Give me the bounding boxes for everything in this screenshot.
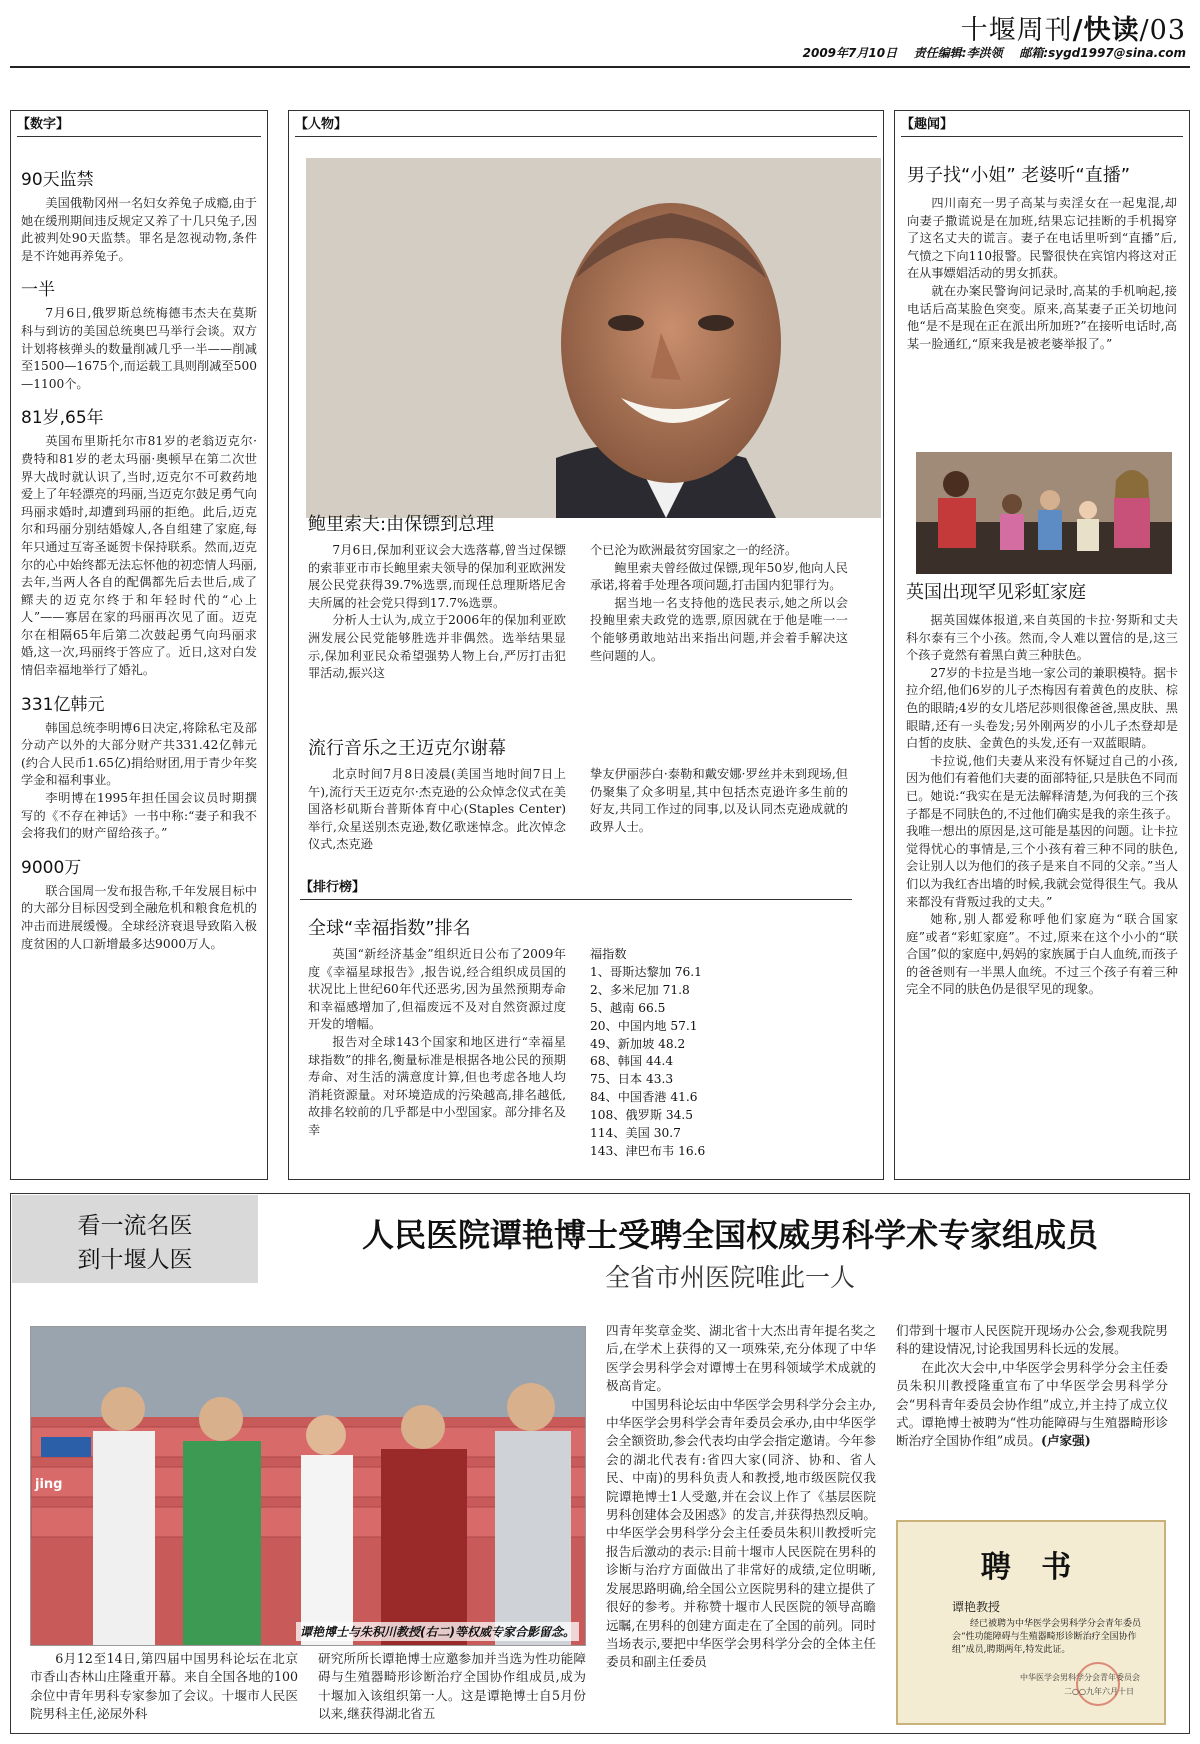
item-title: 90天监禁 bbox=[21, 170, 94, 190]
paragraph: 她称,别人都爱称呼他们家庭为“联合国家庭”或者“彩虹家庭”。不过,原来在这个小小的“联合国”似的家庭中,妈妈的家族属于白人血统,而孩子的爸爸则有一半黑人血统。不过三个孩子有着三种完全不同的肤色仍是很罕见的现象。 bbox=[906, 912, 1178, 997]
story-title: 英国出现罕见彩虹家庭 bbox=[906, 582, 1086, 603]
editor: 责任编辑:李洪领 bbox=[913, 46, 1003, 60]
ad-col3 bbox=[606, 1322, 876, 1672]
ad-headline: 人民医院谭艳博士受聘全国权威男科学术专家组成员 bbox=[361, 1216, 1098, 1254]
ad-col2 bbox=[318, 1650, 586, 1724]
item-body-2: 李明博在1995年担任国会议员时期撰写的《不存在神话》一书中称:“妻子和我不会将我们的财产留给孩子。” bbox=[21, 791, 257, 841]
dateline bbox=[803, 44, 1186, 61]
slogan-block bbox=[12, 1195, 258, 1283]
cert-org: 中华医学会男科学分会青年委员会 bbox=[1020, 1673, 1140, 1682]
paragraph: 个已沦为欧洲最贫穷国家之一的经济。 bbox=[590, 543, 798, 557]
rank-item: 1、哥斯达黎加 76.1 bbox=[590, 964, 702, 979]
ad-col4 bbox=[896, 1322, 1168, 1451]
item-body: 韩国总统李明博6日决定,将除私宅及部分动产以外的大部分财产共331.42亿韩元(约合人民币1.65亿)捐给财团,用于青少年奖学金和福利事业。 bbox=[21, 720, 257, 788]
slogan-line1: 看一流名医 bbox=[77, 1213, 193, 1239]
ad-subhead: 全省市州医院唯此一人 bbox=[604, 1263, 855, 1292]
item-title: 一半 bbox=[21, 280, 55, 301]
family-illustration bbox=[916, 452, 1172, 574]
date: 2009年7月10日 bbox=[802, 46, 898, 60]
paragraph: 挚友伊丽莎白·泰勒和戴安娜·罗丝并未到现场,但仍聚集了众多明星,其中包括杰克逊许多生前的好友,共同工作过的同事,以及认同杰克逊成就的政界人士。 bbox=[590, 767, 848, 834]
story2-col1 bbox=[308, 766, 566, 854]
seal-icon bbox=[1076, 1662, 1120, 1706]
item-title: 9000万 bbox=[21, 857, 82, 878]
paragraph: 英国“新经济基金”组织近日公布了2009年度《幸福星球报告》,报告说,经合组织成员国的状况比上世纪60年代还恶劣,因为虽然预期寿命和幸福感增加了,但福废远不及对自然资源过度开发的增幅。 bbox=[308, 947, 566, 1032]
section-name: 快读 bbox=[1083, 15, 1140, 46]
photo-label: jing bbox=[35, 1477, 63, 1492]
story-title: 男子找“小姐” 老婆听“直播” bbox=[907, 165, 1131, 186]
paragraph: 6月12至14日,第四届中国男科论坛在北京市香山杏林山庄隆重开幕。来自全国各地的100余位中青年男科专家参加了会议。十堰市人民医院男科主任,泌尿外科 bbox=[30, 1651, 298, 1722]
paragraph: 四川南充一男子高某与卖淫女在一起鬼混,却向妻子撒谎说是在加班,结果忘记挂断的手机揭穿了这名丈夫的谎言。妻子在电话里听到“直播”后,气愤之下向110报警。民警很快在宾馆内将这对正在从事嫖娼活动的男女抓获。 bbox=[907, 196, 1177, 281]
story3-col1 bbox=[308, 946, 566, 1140]
ad-col1 bbox=[30, 1650, 298, 1724]
section-tag-numbers: 【数字】 bbox=[17, 111, 261, 137]
cert-text: 经已被聘为中华医学会男科学分会青年委员会“性功能障碍与生殖器畸形诊断治疗全国协作组”成员,聘期两年,特发此证。 bbox=[952, 1619, 1142, 1655]
cert-date: 二○○九年六月十日 bbox=[1064, 1687, 1134, 1696]
group-illustration bbox=[31, 1327, 586, 1646]
portrait-illustration bbox=[306, 158, 881, 518]
paragraph: 报告对全球143个国家和地区进行“幸福星球指数”的排名,衡量标准是根据各地公民的预期寿命、对生活的满意度计算,但也考虑各地人均消耗资源量。对环境造成的污染越高,排名越低,故排名较前的几乎都是中小型国家。部分排名及幸 bbox=[308, 1034, 566, 1137]
cert-title: 聘 书 bbox=[980, 1550, 1082, 1585]
rank-item: 108、俄罗斯 34.5 bbox=[590, 1108, 694, 1123]
item-title: 331亿韩元 bbox=[21, 694, 105, 715]
rank-item: 20、中国内地 57.1 bbox=[590, 1018, 698, 1033]
paragraph: 据英国媒体报道,来自英国的卡拉·努斯和丈夫科尔泰有三个小孩。然而,令人难以置信的是,这三个孩子竟然有着黑白黄三种肤色。 bbox=[906, 613, 1178, 663]
byline: (卢家强) bbox=[1040, 1433, 1091, 1449]
story1-col2 bbox=[590, 542, 848, 665]
story1-col1 bbox=[308, 542, 566, 683]
item-body: 美国俄勒冈州一名妇女养兔子成瘾,由于她在缓刑期间违反规定又养了十几只兔子,因此被判处90天监禁。罪名是忽视动物,条件是不许她再养兔子。 bbox=[21, 196, 257, 263]
section-tag-ranking: 【排行榜】 bbox=[300, 876, 852, 900]
paragraph: 据当地一名支持他的选民表示,她之所以会投鲍里索夫政党的选票,原因就在于他是唯一一个能够勇敢地站出来指出问题,并会着手解决这些问题的人。 bbox=[590, 595, 848, 663]
paragraph: 中国男科论坛由中华医学会男科学分会主办,中华医学会男科学会青年委员会承办,由中华医学会全额资助,参会代表均由学会指定邀请。今年参会的湖北代表有:省四大家(同济、协和、省人民、中南)的男科负责人和教授,地市级医院仅我院谭艳博士1人受邀,并在会议上作了《基层医院男科创建体会及困惑》的发言,并获得热烈反响。中华医学会男科学分会主任委员朱积川教授听完报告后激动的表示:目前十堰市人民医院在男科的诊断与治疗方面做出了非常好的成绩,定位明晰,发展思路明确,给全国公立医院男科的建立提供了很好的参考。并称赞十堰市人民医院的领导高瞻远瞩,在男科的创建方面走在了全国的前列。同时当场表示,要把中华医学会男科学分会的全体主任委员和副主任委员 bbox=[606, 1396, 876, 1670]
paragraph: 们带到十堰市人民医院开现场办公会,参观我院男科的建设情况,讨论我国男科长远的发展。 bbox=[896, 1323, 1168, 1357]
story2-title: 流行音乐之王迈克尔谢幕 bbox=[308, 738, 506, 759]
rank-item: 75、日本 43.3 bbox=[590, 1072, 674, 1087]
paragraph: 研究所所长谭艳博士应邀参加并当选为性功能障碍与生殖器畸形诊断治疗全国协作组成员,成为十堰加入该组织第一人。这是谭艳博士自5月份以来,继获得湖北省五 bbox=[318, 1651, 586, 1722]
rank-item: 114、美国 30.7 bbox=[590, 1126, 681, 1141]
top-rule bbox=[10, 66, 1190, 68]
story1-title: 鲍里索夫:由保镖到总理 bbox=[308, 514, 495, 535]
item-body: 联合国周一发布报告称,千年发展目标中的大部分目标因受到全融危机和粮食危机的冲击而进展缓慢。全球经济衰退导致陷入极度贫困的人口新增最多达9000万人。 bbox=[21, 883, 257, 951]
section-tag-trivia: 【趣闻】 bbox=[901, 111, 1183, 137]
ranking-list bbox=[590, 946, 848, 1161]
family-photo bbox=[916, 452, 1172, 574]
rank-item: 84、中国香港 41.6 bbox=[590, 1090, 698, 1105]
story2-col2 bbox=[590, 766, 848, 836]
group-photo bbox=[30, 1326, 586, 1646]
paragraph-text: 在此次大会中,中华医学会男科学分会主任委员朱积川教授隆重宣布了中华医学会男科学分会“男科青年委员会协作组”成立,并主持了成立仪式。谭艳博士被聘为“性功能障碍与生殖器畸形诊断治疗全国协作组”成员。 bbox=[896, 1359, 1168, 1449]
item-body: 7月6日,俄罗斯总统梅德韦杰夫在莫斯科与到访的美国总统奥巴马举行会谈。双方计划将核弹头的数量削减几乎一半——削减至1500—1675个,而运载工具则削减至500—1100个。 bbox=[21, 306, 257, 391]
rank-item: 2、多米尼加 71.8 bbox=[590, 982, 690, 997]
story3-title: 全球“幸福指数”排名 bbox=[308, 918, 471, 939]
paragraph bbox=[896, 1359, 1168, 1451]
certificate-image bbox=[896, 1520, 1166, 1725]
rank-item: 49、新加坡 48.2 bbox=[590, 1036, 686, 1051]
paragraph: 卡拉说,他们夫妻从来没有怀疑过自己的小孩,因为他们有着他们夫妻的面部特征,只是肤色不同而已。她说:“我实在是无法解释清楚,为何我的三个孩子都是不同肤色的,不过他们确实是我的亲生孩子。我唯一想出的原因是,这可能是基因的问题。让卡拉觉得忧心的事情是,三个小孩有着三种不同的肤色,会让别人以为他们的孩子是来自不同的父亲。”当人们以为我红杏出墙的时候,我就会觉得很生气。我从来都没有背叛过我的丈夫。” bbox=[906, 753, 1178, 909]
page-number: /03 bbox=[1139, 15, 1186, 46]
email: 邮箱:sygd1997@sina.com bbox=[1019, 46, 1186, 60]
masthead: 十堰周刊/快读/03 bbox=[960, 15, 1186, 46]
rank-head: 福指数 bbox=[590, 947, 627, 961]
photo-caption: 谭艳博士与朱积川教授(右二)等权威专家合影留念。 bbox=[296, 1622, 579, 1641]
rank-item: 5、越南 66.5 bbox=[590, 1000, 666, 1015]
rank-item: 68、韩国 44.4 bbox=[590, 1054, 674, 1069]
paragraph: 分析人士认为,成立于2006年的保加利亚欧洲发展公民党能够胜选并非偶然。选举结果显示,保加利亚民众希望强势人物上台,严厉打击犯罪活动,振兴这 bbox=[308, 613, 566, 681]
item-title: 81岁,65年 bbox=[21, 408, 104, 429]
paragraph: 北京时间7月8日凌晨(美国当地时间7日上午),流行天王迈克尔·杰克逊的公众悼念仪式在美国洛杉矶斯台普斯体育中心(Staples Center)举行,众星送别杰克逊,数亿歌迷悼念。此次悼念仪式,杰克逊 bbox=[308, 767, 566, 852]
paragraph: 27岁的卡拉是当地一家公司的兼职模特。据卡拉介绍,他们6岁的儿子杰梅因有着黄色的皮肤、棕色的眼睛;4岁的女儿塔尼莎则很像爸爸,黑皮肤、黑眼睛,还有一头卷发;另外刚两岁的小儿子杰登却是白皙的皮肤、金黄色的头发,还有一双蓝眼睛。 bbox=[906, 665, 1178, 751]
slogan-line2: 到十堰人医 bbox=[77, 1247, 193, 1273]
right-story2 bbox=[906, 578, 1178, 999]
paragraph: 就在办案民警询问记录时,高某的手机响起,接电话后高某脸色突变。原来,高某妻子正关切地问他“是不是现在正在派出所加班?”在接听电话时,高某一脸通红,“原来我是被老婆举报了。” bbox=[907, 283, 1177, 351]
portrait-photo bbox=[306, 158, 881, 518]
paragraph: 四青年奖章金奖、湖北省十大杰出青年提名奖之后,在学术上获得的又一项殊荣,充分体现了中华医学会男科学会对谭博士在男科领域学术成就的极高肯定。 bbox=[606, 1323, 876, 1394]
paper-name: 十堰周刊 bbox=[960, 15, 1073, 46]
item-body: 英国布里斯托尔市81岁的老翁迈克尔·费特和81岁的老太玛丽·奥顿早在第二次世界大战时就认识了,当时,迈克尔不可救药地爱上了年轻漂亮的玛丽,当迈克尔鼓足勇气向玛丽求婚时,却遭到玛丽的拒绝。此后,迈克尔和玛丽分别结婚嫁人,各自组建了家庭,每年只通过互寄圣诞贺卡保持联系。然而,迈克尔的心中始终都无法忘怀他的初恋情人玛丽,去年,当两人各自的配偶都先后去世后,成了鳏夫的迈克尔终于和年轻时代的“心上人”——寡居在家的玛丽再次见了面。迈克尔在相隔65年后第二次鼓起勇气向玛丽求婚,这一次,玛丽终于答应了。近日,这对白发情侣幸福地举行了婚礼。 bbox=[21, 434, 257, 678]
left-column bbox=[10, 110, 268, 1180]
cert-name: 谭艳教授 bbox=[952, 1600, 1001, 1614]
paragraph: 鲍里索夫曾经做过保镖,现年50岁,他向人民承诺,将着手处理各项问题,打击国内犯罪行为。 bbox=[590, 560, 848, 593]
rank-item: 143、津巴布韦 16.6 bbox=[590, 1143, 706, 1158]
paragraph: 7月6日,保加利亚议会大选落幕,曾当过保镖的索菲亚市市长鲍里索夫领导的保加利亚欧洲发展公民党获得39.7%选票,而现任总理斯塔尼舍夫所属的社会党只得到17.7%选票。 bbox=[308, 543, 566, 610]
section-tag-people: 【人物】 bbox=[295, 111, 877, 137]
